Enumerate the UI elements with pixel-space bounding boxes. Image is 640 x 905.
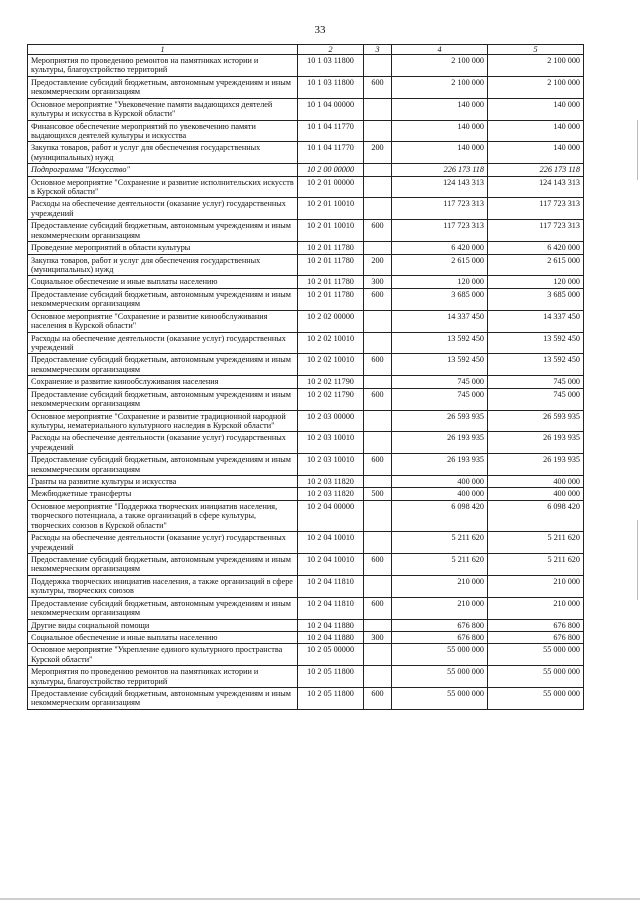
row-amount-2: 140 000 [488, 142, 584, 164]
row-code: 10 2 04 10010 [298, 553, 364, 575]
row-amount-1: 55 000 000 [392, 644, 488, 666]
row-amount-2: 5 211 620 [488, 532, 584, 554]
row-amount-1: 13 592 450 [392, 332, 488, 354]
row-amount-1: 120 000 [392, 276, 488, 288]
table-row [28, 500, 584, 531]
row-amount-2: 26 593 935 [488, 410, 584, 432]
row-name: Социальное обеспечение и иные выплаты населению [28, 276, 298, 288]
row-expense-type [364, 242, 392, 254]
row-name: Мероприятия по проведению ремонтов на памятниках истории и культуры, благоустройство территорий [28, 666, 298, 688]
row-amount-1: 26 193 935 [392, 432, 488, 454]
row-expense-type: 300 [364, 631, 392, 643]
row-amount-1: 117 723 313 [392, 198, 488, 220]
row-code: 10 2 02 11790 [298, 388, 364, 410]
row-amount-1: 400 000 [392, 488, 488, 500]
row-name: Основное мероприятие "Увековечение памяти выдающихся деятелей культуры и искусства в Курской области" [28, 98, 298, 120]
row-code: 10 2 05 11800 [298, 666, 364, 688]
table-row [28, 254, 584, 276]
row-name: Межбюджетные трансферты [28, 488, 298, 500]
row-code: 10 1 04 11770 [298, 142, 364, 164]
row-amount-1: 210 000 [392, 597, 488, 619]
row-code: 10 2 04 11880 [298, 631, 364, 643]
row-name: Предоставление субсидий бюджетным, автономным учреждениям и иным некоммерческим организациям [28, 597, 298, 619]
row-amount-2: 2 100 000 [488, 76, 584, 98]
row-amount-1: 2 615 000 [392, 254, 488, 276]
row-amount-2: 140 000 [488, 98, 584, 120]
row-amount-1: 2 100 000 [392, 55, 488, 77]
table-row [28, 198, 584, 220]
table-row [28, 410, 584, 432]
table-row [28, 619, 584, 631]
table-row [28, 142, 584, 164]
row-amount-2: 210 000 [488, 575, 584, 597]
row-amount-1: 26 193 935 [392, 454, 488, 476]
table-row [28, 98, 584, 120]
row-name: Предоставление субсидий бюджетным, автономным учреждениям и иным некоммерческим организациям [28, 553, 298, 575]
row-amount-2: 14 337 450 [488, 310, 584, 332]
row-amount-2: 124 143 313 [488, 176, 584, 198]
table-row [28, 55, 584, 77]
row-expense-type [364, 176, 392, 198]
row-expense-type [364, 310, 392, 332]
row-name: Основное мероприятие "Укрепление единого культурного пространства Курской области" [28, 644, 298, 666]
row-amount-1: 3 685 000 [392, 288, 488, 310]
row-name: Расходы на обеспечение деятельности (оказание услуг) государственных учреждений [28, 532, 298, 554]
row-amount-1: 210 000 [392, 575, 488, 597]
row-name: Основное мероприятие "Сохранение и развитие исполнительских искусств в Курской области" [28, 176, 298, 198]
row-amount-1: 140 000 [392, 120, 488, 142]
row-expense-type: 600 [364, 597, 392, 619]
table-row [28, 376, 584, 388]
row-name: Закупка товаров, работ и услуг для обеспечения государственных (муниципальных) нужд [28, 142, 298, 164]
row-amount-1: 745 000 [392, 388, 488, 410]
row-expense-type: 600 [364, 354, 392, 376]
table-row [28, 288, 584, 310]
row-code: 10 2 03 11820 [298, 488, 364, 500]
row-code: 10 2 03 10010 [298, 432, 364, 454]
table-row [28, 597, 584, 619]
row-expense-type: 600 [364, 288, 392, 310]
row-code: 10 2 04 11810 [298, 575, 364, 597]
row-name: Сохранение и развитие кинообслуживания населения [28, 376, 298, 388]
row-code: 10 1 04 11770 [298, 120, 364, 142]
row-code: 10 2 01 11780 [298, 242, 364, 254]
row-amount-1: 2 100 000 [392, 76, 488, 98]
row-name: Другие виды социальной помощи [28, 619, 298, 631]
row-code: 10 2 02 10010 [298, 354, 364, 376]
row-code: 10 1 03 11800 [298, 76, 364, 98]
row-name: Основное мероприятие "Поддержка творческих инициатив населения, творческого потенциала, а также организаций в сфере культуры, творческих союзов в Курской области" [28, 500, 298, 531]
scan-bottom-edge [0, 898, 640, 900]
row-name: Мероприятия по проведению ремонтов на памятниках истории и культуры, благоустройство территорий [28, 55, 298, 77]
table-row [28, 176, 584, 198]
table-row [28, 120, 584, 142]
row-name: Закупка товаров, работ и услуг для обеспечения государственных (муниципальных) нужд [28, 254, 298, 276]
row-code: 10 2 05 11800 [298, 688, 364, 710]
row-code: 10 2 02 10010 [298, 332, 364, 354]
table-row [28, 631, 584, 643]
row-expense-type [364, 532, 392, 554]
row-amount-2: 26 193 935 [488, 454, 584, 476]
row-amount-2: 6 098 420 [488, 500, 584, 531]
row-name: Предоставление субсидий бюджетным, автономным учреждениям и иным некоммерческим организациям [28, 354, 298, 376]
row-amount-1: 117 723 313 [392, 220, 488, 242]
row-code: 10 2 01 11780 [298, 276, 364, 288]
row-name: Проведение мероприятий в области культуры [28, 242, 298, 254]
row-amount-1: 6 420 000 [392, 242, 488, 254]
budget-table [27, 44, 584, 710]
row-amount-2: 55 000 000 [488, 666, 584, 688]
row-expense-type [364, 164, 392, 176]
row-amount-1: 400 000 [392, 476, 488, 488]
row-amount-2: 745 000 [488, 388, 584, 410]
row-amount-1: 14 337 450 [392, 310, 488, 332]
row-name: Расходы на обеспечение деятельности (оказание услуг) государственных учреждений [28, 332, 298, 354]
row-code: 10 2 04 10010 [298, 532, 364, 554]
row-code: 10 2 05 00000 [298, 644, 364, 666]
row-expense-type [364, 198, 392, 220]
row-name: Предоставление субсидий бюджетным, автономным учреждениям и иным некоммерческим организациям [28, 288, 298, 310]
table-body [28, 55, 584, 710]
row-amount-2: 2 100 000 [488, 55, 584, 77]
row-name: Предоставление субсидий бюджетным, автономным учреждениям и иным некоммерческим организациям [28, 688, 298, 710]
row-code: 10 2 02 11790 [298, 376, 364, 388]
row-code: 10 2 01 10010 [298, 220, 364, 242]
table-row [28, 310, 584, 332]
row-amount-2: 2 615 000 [488, 254, 584, 276]
row-amount-2: 210 000 [488, 597, 584, 619]
table-row [28, 76, 584, 98]
column-header-amount-2: 5 [488, 45, 584, 55]
row-code: 10 2 03 00000 [298, 410, 364, 432]
row-expense-type [364, 619, 392, 631]
row-amount-1: 226 173 118 [392, 164, 488, 176]
column-header-amount-1: 4 [392, 45, 488, 55]
row-code: 10 2 04 00000 [298, 500, 364, 531]
row-name: Финансовое обеспечение мероприятий по увековечению памяти выдающихся деятелей культуры и искусства [28, 120, 298, 142]
row-expense-type: 200 [364, 142, 392, 164]
row-amount-2: 676 800 [488, 619, 584, 631]
scan-margin-mark [637, 520, 638, 600]
row-name: Основное мероприятие "Сохранение и развитие кинообслуживания населения в Курской области" [28, 310, 298, 332]
row-name: Расходы на обеспечение деятельности (оказание услуг) государственных учреждений [28, 198, 298, 220]
row-amount-2: 6 420 000 [488, 242, 584, 254]
row-amount-1: 140 000 [392, 98, 488, 120]
row-expense-type [364, 98, 392, 120]
row-code: 10 2 04 11880 [298, 619, 364, 631]
row-code: 10 2 01 00000 [298, 176, 364, 198]
row-name: Подпрограмма "Искусство" [28, 164, 298, 176]
row-amount-2: 5 211 620 [488, 553, 584, 575]
table-row [28, 220, 584, 242]
table-row [28, 476, 584, 488]
row-expense-type: 600 [364, 454, 392, 476]
row-expense-type: 500 [364, 488, 392, 500]
row-name: Предоставление субсидий бюджетным, автономным учреждениям и иным некоммерческим организациям [28, 454, 298, 476]
column-header-name: 1 [28, 45, 298, 55]
row-amount-2: 226 173 118 [488, 164, 584, 176]
row-code: 10 1 03 11800 [298, 55, 364, 77]
row-expense-type: 600 [364, 76, 392, 98]
row-code: 10 2 00 00000 [298, 164, 364, 176]
table-row [28, 688, 584, 710]
row-expense-type [364, 332, 392, 354]
row-name: Социальное обеспечение и иные выплаты населению [28, 631, 298, 643]
table-row [28, 432, 584, 454]
row-amount-1: 5 211 620 [392, 553, 488, 575]
row-code: 10 2 03 11820 [298, 476, 364, 488]
row-code: 10 2 01 11780 [298, 254, 364, 276]
table-row [28, 454, 584, 476]
row-amount-1: 26 593 935 [392, 410, 488, 432]
row-expense-type [364, 476, 392, 488]
row-amount-2: 117 723 313 [488, 198, 584, 220]
row-name: Предоставление субсидий бюджетным, автономным учреждениям и иным некоммерческим организациям [28, 76, 298, 98]
row-expense-type [364, 575, 392, 597]
row-amount-2: 26 193 935 [488, 432, 584, 454]
row-expense-type: 600 [364, 220, 392, 242]
row-expense-type [364, 410, 392, 432]
table-row [28, 488, 584, 500]
row-amount-1: 5 211 620 [392, 532, 488, 554]
row-code: 10 2 02 00000 [298, 310, 364, 332]
row-amount-1: 124 143 313 [392, 176, 488, 198]
table-row [28, 242, 584, 254]
row-expense-type: 600 [364, 553, 392, 575]
table-header-row [28, 45, 584, 55]
row-expense-type [364, 120, 392, 142]
row-amount-1: 676 800 [392, 631, 488, 643]
column-header-code: 2 [298, 45, 364, 55]
row-expense-type [364, 666, 392, 688]
row-name: Расходы на обеспечение деятельности (оказание услуг) государственных учреждений [28, 432, 298, 454]
table-row [28, 532, 584, 554]
row-expense-type [364, 644, 392, 666]
row-code: 10 2 01 11780 [298, 288, 364, 310]
row-amount-2: 55 000 000 [488, 688, 584, 710]
row-expense-type [364, 432, 392, 454]
table-row [28, 388, 584, 410]
row-amount-1: 745 000 [392, 376, 488, 388]
row-expense-type: 300 [364, 276, 392, 288]
row-expense-type: 600 [364, 688, 392, 710]
row-code: 10 1 04 00000 [298, 98, 364, 120]
row-code: 10 2 04 11810 [298, 597, 364, 619]
row-expense-type [364, 55, 392, 77]
row-name: Предоставление субсидий бюджетным, автономным учреждениям и иным некоммерческим организациям [28, 388, 298, 410]
row-amount-2: 13 592 450 [488, 332, 584, 354]
row-amount-2: 400 000 [488, 488, 584, 500]
table-row [28, 164, 584, 176]
row-code: 10 2 03 10010 [298, 454, 364, 476]
row-amount-2: 745 000 [488, 376, 584, 388]
row-expense-type: 600 [364, 388, 392, 410]
row-amount-2: 140 000 [488, 120, 584, 142]
row-name: Поддержка творческих инициатив населения, а также организаций в сфере культуры, творческих союзов [28, 575, 298, 597]
table-row [28, 354, 584, 376]
row-amount-1: 676 800 [392, 619, 488, 631]
row-expense-type [364, 500, 392, 531]
row-amount-2: 117 723 313 [488, 220, 584, 242]
table-row [28, 666, 584, 688]
row-code: 10 2 01 10010 [298, 198, 364, 220]
scan-margin-mark [637, 120, 638, 180]
column-header-type: 3 [364, 45, 392, 55]
table-row [28, 575, 584, 597]
table-row [28, 553, 584, 575]
row-name: Гранты на развитие культуры и искусства [28, 476, 298, 488]
table-row [28, 276, 584, 288]
row-amount-2: 120 000 [488, 276, 584, 288]
row-amount-1: 55 000 000 [392, 688, 488, 710]
row-amount-2: 13 592 450 [488, 354, 584, 376]
row-amount-2: 55 000 000 [488, 644, 584, 666]
row-amount-1: 13 592 450 [392, 354, 488, 376]
row-amount-2: 676 800 [488, 631, 584, 643]
row-name: Основное мероприятие "Сохранение и развитие традиционной народной культуры, нематериального культурного наследия в Курской области" [28, 410, 298, 432]
page-number: 33 [314, 24, 326, 36]
table-row [28, 332, 584, 354]
row-name: Предоставление субсидий бюджетным, автономным учреждениям и иным некоммерческим организациям [28, 220, 298, 242]
row-amount-2: 400 000 [488, 476, 584, 488]
table-row [28, 644, 584, 666]
row-amount-1: 55 000 000 [392, 666, 488, 688]
row-amount-1: 140 000 [392, 142, 488, 164]
row-amount-1: 6 098 420 [392, 500, 488, 531]
row-expense-type [364, 376, 392, 388]
row-expense-type: 200 [364, 254, 392, 276]
row-amount-2: 3 685 000 [488, 288, 584, 310]
